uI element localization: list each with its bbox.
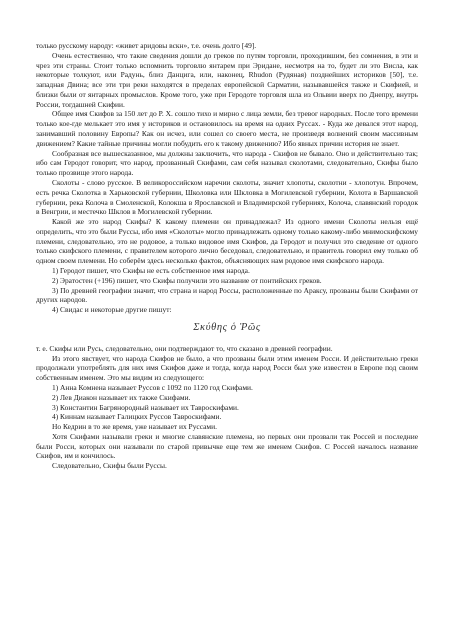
- paragraph: Но Кедрин в то же время, уже называет их Руссами.: [52, 422, 217, 432]
- document-page: [36, 41, 418, 471]
- greek-quote: Σκύθης ὁ Ῥῶς: [193, 321, 261, 333]
- list-item: 3) Константин Багрянородный называет их Тавроскифами.: [52, 402, 239, 412]
- conclusion: Следовательно, Скифы были Руссы.: [52, 461, 167, 471]
- paragraph: Сообразная все вышесказанное, мы должны заключить, что народа - Скифов не бывало. Оно и действительно так; ибо сам Геродот говорит, что народ, прозванный Скифами, сам себя называл сколотами, следовательно, Скифы было только прозвище этого народа.: [36, 148, 418, 178]
- list-item: 2) Лев Диакон называет их также Скифами.: [52, 392, 191, 402]
- list-item: 3) По древней географии значит, что страна и народ Россы, расположенные по Араксу, прозваны были Скифами от других народов.: [36, 285, 418, 305]
- list-item: 1) Анна Комнена называет Руссов с 1092 по 1120 год Скифами.: [52, 383, 253, 392]
- list-item: 4) Свидас и некоторые другие пишут:: [52, 305, 172, 315]
- paragraph: Очень естественно, что такие сведения дошли до греков по путям торговли, проходившим, без сомнения, в эти и чрез эти страны. Стоит только вспомнить торговлю янтарем при Эридане, несмотря на то, будет ли это Висла, как некоторые толкуют, или Радунь, близ Данцига, или, наконец, Rhudon (Рудяная) позднейших историков [50], т.е. западная Двина; все эти три реки находятся в пределах европейской Сарматии, называвшейся также и Скифией, и близки были от янтарных промыслов. Кроме того, уже при Геродоте торговля шла из Ольвии вверх по Днепру, внутрь России, тогдашней Скифии.: [36, 50, 418, 109]
- paragraph: Какой же это народ Скифы? К какому племени он принадлежал? Из одного имени Сколоты нельзя ещё определить, что это были Руссы, ибо имя «Сколоты» могло принадлежать одному только какому-либо мнимоскифскому племени, следовательно, это не родовое, а только видовое имя Скифов, да Геродот и получил это сведение от одного только скифского племени, с правителем которого лично беседовал, следовательно, и правитель говорил ему только об одном своем племени. Но соберём здесь несколько фактов, объясняющих нам родовое имя скифского народа.: [36, 217, 418, 266]
- paragraph: Хотя Скифами называли греки и многие славянские племена, но первых они прозвали так Россей и последние были Росси, которых они называли по старой привычке еще тем же именем Скифов. С Россей началось название Скифов, им и кончилось.: [36, 431, 418, 461]
- paragraph: Общее имя Скифов за 150 лет до Р. Х. сошло тихо и мирно с лица земли, без тревог народных. После того времени только кое-где мелькает это имя у историков и остановилось на время на одних Руссах. - Куда же девался этот народ, занимавший половину Европы? Как он исчез, или сошел со своего места, не произведя волнений своим массивным движением? Какие тайные причины могли побудить его к такому движению? Ибо явных причин история не знает.: [36, 109, 418, 148]
- paragraph: Из этого явствует, что народа Скифов не было, а что прозваны были этим именем Росси. И действительно греки продолжали употреблять для них имя Скифов даже и тогда, когда народ Росси был уже известен в Европе под своим собственным именем. Это мы видим из следующего:: [36, 353, 418, 383]
- list-item: 1) Геродот пишет, что Скифы не есть собственное имя народа.: [52, 265, 250, 275]
- paragraph: только русскому народу: «живет аридовы вскн», т.е. очень долго [49].: [36, 41, 257, 50]
- list-item: 4) Киннам называет Галицких Руссов Тавроскифами.: [52, 412, 222, 422]
- paragraph: Сколоты - слово русское. В великороссийском наречии сколоты, значит хлопоты, сколотни - хлопотун. Впрочем, есть речка Сколотка в Харьковской губернии, Школовка или Шкловка в Могилевской губернии, Колота в Варшавской губернии, река Колоча в Смоленской, Колокша в Ярославской и Владимирской губерниях, Колоча, славянский городок в Венгрии, и местечко Шклов в Могилевской губернии.: [36, 177, 418, 217]
- list-item: 2) Эратостен (+196) пишет, что Скифы получили это название от понтийских греков.: [52, 275, 322, 285]
- paragraph: т. е. Скифы или Русь, следовательно, они подтверждают то, что сказано в древней географии.: [36, 343, 333, 353]
